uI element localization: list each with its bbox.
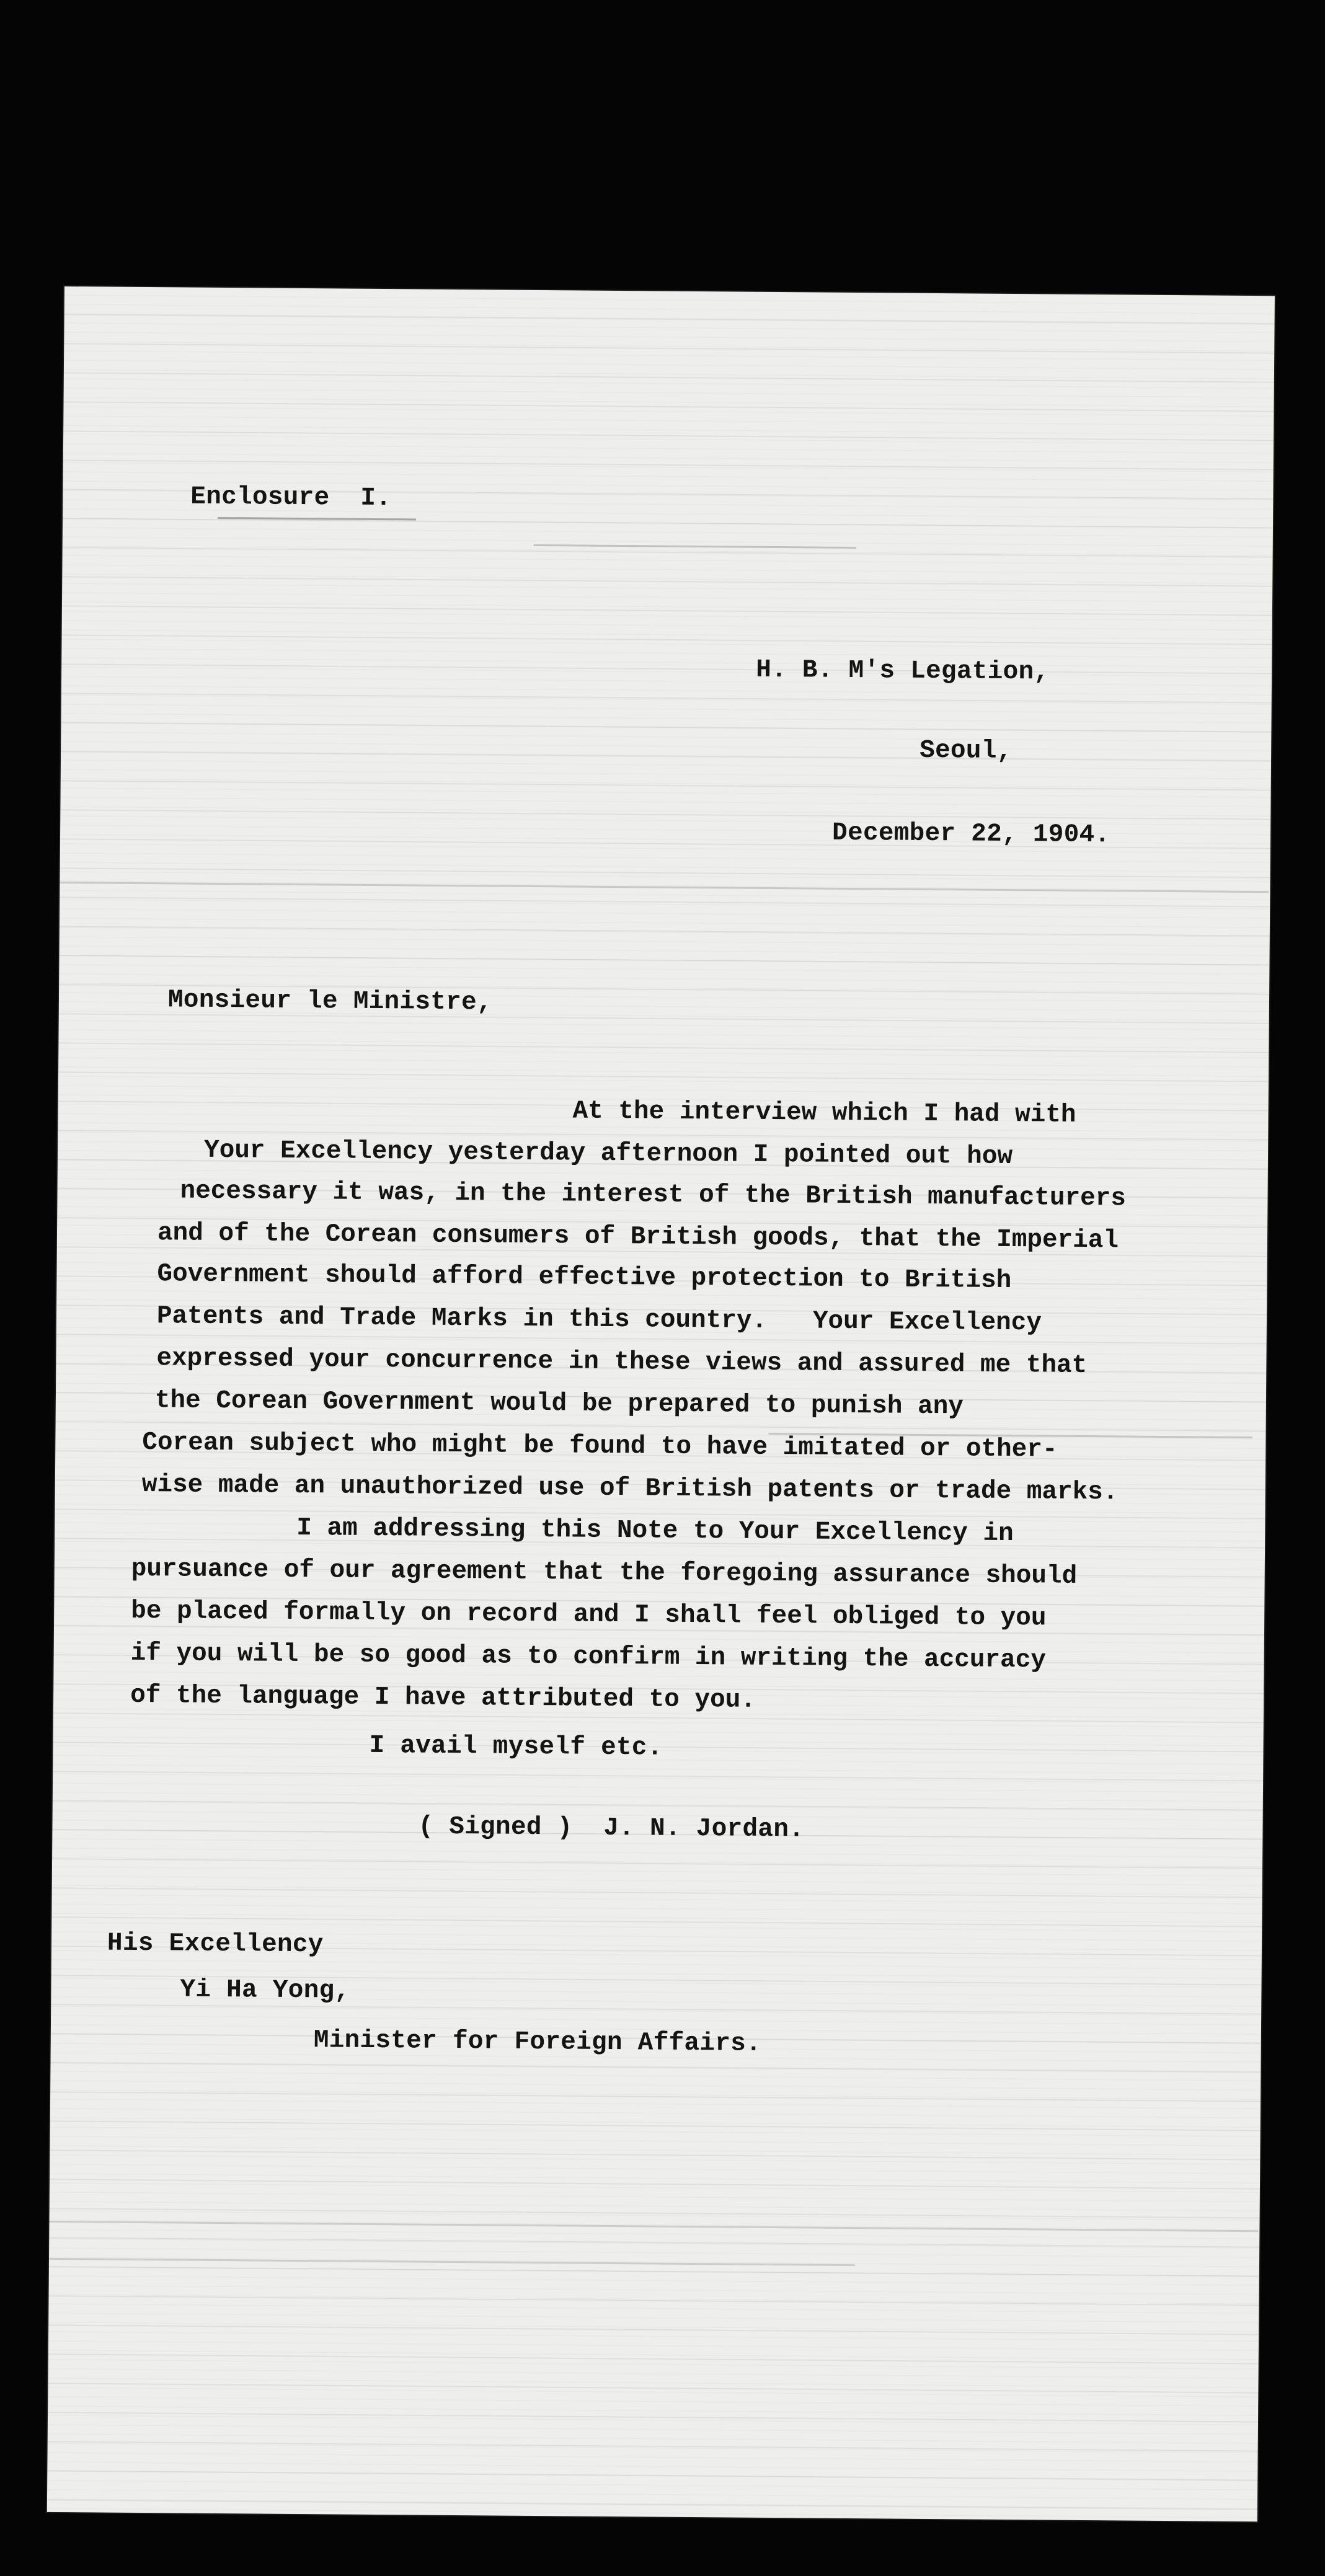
city-line: Seoul, [919,736,1013,766]
legation-line: H. B. M's Legation, [755,655,1050,687]
closing-line: I avail myself etc. [369,1731,663,1763]
body-line: Corean subject who might be found to have imitated or other- [142,1428,1058,1464]
scan-streak [534,544,856,549]
body-line: if you will be so good as to confirm in writing the accuracy [130,1639,1047,1675]
body-line: Your Excellency yesterday afternoon I pointed out how [203,1136,1013,1172]
body-line: I am addressing this Note to Your Excellency in [296,1514,1014,1549]
body-line: pursuance of our agreement that the foregoing assurance should [131,1554,1078,1591]
salutation: Monsieur le Ministre, [167,986,493,1017]
addressee-honorific: His Excellency [107,1929,324,1960]
body-line: necessary it was, in the interest of the British manufacturers [180,1177,1127,1213]
body-line: be placed formally on record and I shall feel obliged to you [131,1596,1047,1633]
body-line: expressed your concurrence in these views and assured me that [156,1344,1088,1381]
document-sheet [47,286,1275,2521]
body-line: of the language I have attributed to you. [130,1681,756,1715]
scan-streak [218,517,416,521]
signature-line: ( Signed ) J. N. Jordan. [418,1812,805,1844]
body-line: wise made an unauthorized use of British patents or trade marks. [141,1471,1119,1507]
body-line: At the interview which I had with [572,1097,1076,1130]
enclosure-label: Enclosure I. [190,482,392,513]
scan-streak [49,2258,855,2266]
body-line: the Corean Government would be prepared to punish any [154,1386,964,1422]
addressee-title: Minister for Foreign Affairs. [313,2026,762,2058]
scan-streak [60,882,1269,893]
body-line: and of the Corean consumers of British goods, that the Imperial [157,1219,1119,1255]
date-line: December 22, 1904. [831,818,1110,850]
body-line: Government should afford effective protection to British [157,1260,1012,1296]
addressee-name: Yi Ha Yong, [180,1975,350,2006]
body-line: Patents and Trade Marks in this country. Your Excellency [156,1302,1042,1338]
scan-streak [49,2221,1258,2232]
